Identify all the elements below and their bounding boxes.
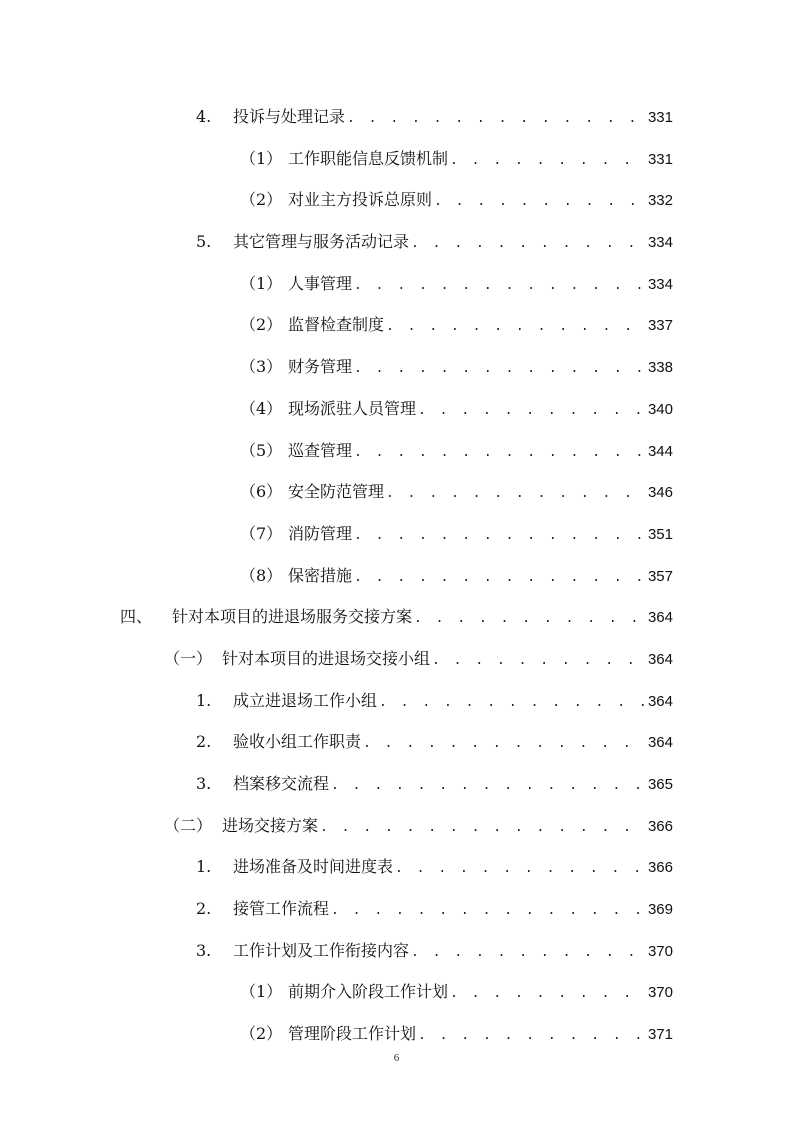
toc-title: 财务管理 xyxy=(288,357,353,377)
toc-number: 1. xyxy=(196,857,212,877)
toc-title: 对业主方投诉总原则 xyxy=(288,190,433,210)
toc-entry[interactable] xyxy=(0,846,793,888)
toc-page: 364 xyxy=(647,692,673,710)
toc-title: 人事管理 xyxy=(288,273,353,293)
toc-entry[interactable] xyxy=(0,930,793,972)
toc-page: 371 xyxy=(647,1026,673,1044)
toc-page: 369 xyxy=(647,901,673,919)
dot-leader xyxy=(393,848,644,890)
toc-number: （8） xyxy=(240,565,283,585)
toc-number: 3. xyxy=(196,940,212,960)
dot-leader xyxy=(416,1015,644,1057)
toc-title: 安全防范管理 xyxy=(288,482,385,502)
toc-entry[interactable] xyxy=(0,179,793,221)
toc-title: 管理阶段工作计划 xyxy=(288,1024,417,1044)
dot-leader xyxy=(352,432,644,474)
table-of-contents xyxy=(0,96,793,1055)
toc-title: 针对本项目的进退场服务交接方案 xyxy=(172,607,413,627)
toc-number: （2） xyxy=(240,1024,283,1044)
toc-number: 4. xyxy=(196,107,212,126)
toc-number: （2） xyxy=(240,315,283,335)
toc-title: 现场派驻人员管理 xyxy=(288,398,417,418)
toc-title: 其它管理与服务活动记录 xyxy=(233,232,410,252)
toc-number: （一） xyxy=(164,648,213,668)
dot-leader xyxy=(412,598,644,640)
toc-number: （1） xyxy=(240,148,283,168)
toc-title: 消防管理 xyxy=(288,523,353,543)
toc-page: 364 xyxy=(647,734,673,752)
toc-page: 365 xyxy=(647,776,673,793)
toc-title: 保密措施 xyxy=(288,565,353,585)
toc-page: 346 xyxy=(647,484,673,502)
dot-leader xyxy=(409,932,644,974)
toc-page: 344 xyxy=(647,442,673,460)
toc-number: （二） xyxy=(164,815,213,835)
toc-number: 1. xyxy=(196,690,212,710)
dot-leader xyxy=(361,723,644,765)
toc-entry[interactable] xyxy=(0,346,793,388)
dot-leader xyxy=(384,473,644,515)
toc-page: 332 xyxy=(647,192,673,210)
toc-entry[interactable] xyxy=(0,1013,793,1055)
dot-leader xyxy=(409,223,644,265)
toc-number: （7） xyxy=(240,523,283,543)
toc-number: （1） xyxy=(240,982,283,1002)
toc-entry[interactable] xyxy=(0,763,793,805)
toc-number: 3. xyxy=(196,774,212,793)
toc-title: 巡查管理 xyxy=(288,440,353,460)
dot-leader xyxy=(377,682,644,724)
toc-entry[interactable] xyxy=(0,430,793,472)
toc-title: 接管工作流程 xyxy=(233,899,330,919)
dot-leader xyxy=(318,807,644,849)
toc-page: 334 xyxy=(647,275,673,293)
toc-number: （3） xyxy=(240,357,283,377)
toc-page: 334 xyxy=(647,234,673,252)
toc-page: 364 xyxy=(647,650,673,668)
toc-page: 370 xyxy=(647,942,673,960)
page-number-footer: 6 xyxy=(393,1052,400,1064)
dot-leader xyxy=(448,140,644,182)
toc-page: 331 xyxy=(647,109,673,126)
dot-leader xyxy=(345,98,644,140)
dot-leader xyxy=(352,348,644,390)
toc-entry[interactable] xyxy=(0,304,793,346)
dot-leader xyxy=(352,515,644,557)
dot-leader xyxy=(352,265,644,307)
toc-entry[interactable] xyxy=(0,388,793,430)
toc-entry[interactable] xyxy=(0,96,793,138)
dot-leader xyxy=(352,557,644,599)
dot-leader xyxy=(430,640,644,682)
toc-entry[interactable] xyxy=(0,513,793,555)
toc-entry[interactable] xyxy=(0,471,793,513)
toc-number: 2. xyxy=(196,899,212,919)
dot-leader xyxy=(416,390,644,432)
toc-page: 337 xyxy=(647,317,673,335)
toc-page: 366 xyxy=(647,817,673,835)
toc-entry[interactable] xyxy=(0,888,793,930)
dot-leader xyxy=(448,973,644,1015)
dot-leader xyxy=(384,306,644,348)
toc-number: （1） xyxy=(240,273,283,293)
toc-entry[interactable] xyxy=(0,555,793,597)
toc-title: 前期介入阶段工作计划 xyxy=(288,982,449,1002)
toc-number: （4） xyxy=(240,398,283,418)
toc-entry[interactable] xyxy=(0,805,793,847)
toc-page: 340 xyxy=(647,400,673,418)
toc-number: （2） xyxy=(240,190,283,210)
toc-title: 工作计划及工作衔接内容 xyxy=(233,940,410,960)
toc-page: 357 xyxy=(647,567,673,585)
toc-entry[interactable] xyxy=(0,138,793,180)
toc-number: （6） xyxy=(240,482,283,502)
toc-title: 档案移交流程 xyxy=(233,774,330,793)
toc-page: 338 xyxy=(647,359,673,377)
toc-number: （5） xyxy=(240,440,283,460)
toc-page: 331 xyxy=(647,150,673,168)
toc-entry[interactable] xyxy=(0,971,793,1013)
toc-number: 2. xyxy=(196,732,212,752)
dot-leader xyxy=(329,890,644,932)
toc-title: 针对本项目的进退场交接小组 xyxy=(222,648,431,668)
toc-entry[interactable] xyxy=(0,721,793,763)
toc-page: 370 xyxy=(647,984,673,1002)
toc-title: 进场交接方案 xyxy=(222,815,319,835)
dot-leader xyxy=(432,181,644,223)
toc-page: 364 xyxy=(647,609,673,627)
toc-number: 5. xyxy=(196,232,212,252)
dot-leader xyxy=(329,765,644,807)
toc-number: 四、 xyxy=(120,607,153,627)
toc-title: 成立进退场工作小组 xyxy=(233,690,378,710)
toc-entry[interactable] xyxy=(0,638,793,680)
toc-entry[interactable] xyxy=(0,680,793,722)
toc-title: 监督检查制度 xyxy=(288,315,385,335)
toc-entry[interactable] xyxy=(0,596,793,638)
toc-title: 进场准备及时间进度表 xyxy=(233,857,394,877)
toc-title: 工作职能信息反馈机制 xyxy=(288,148,449,168)
toc-title: 验收小组工作职责 xyxy=(233,732,362,752)
toc-title: 投诉与处理记录 xyxy=(233,107,346,126)
toc-entry[interactable] xyxy=(0,263,793,305)
toc-entry[interactable] xyxy=(0,221,793,263)
toc-page: 366 xyxy=(647,859,673,877)
toc-page: 351 xyxy=(647,525,673,543)
